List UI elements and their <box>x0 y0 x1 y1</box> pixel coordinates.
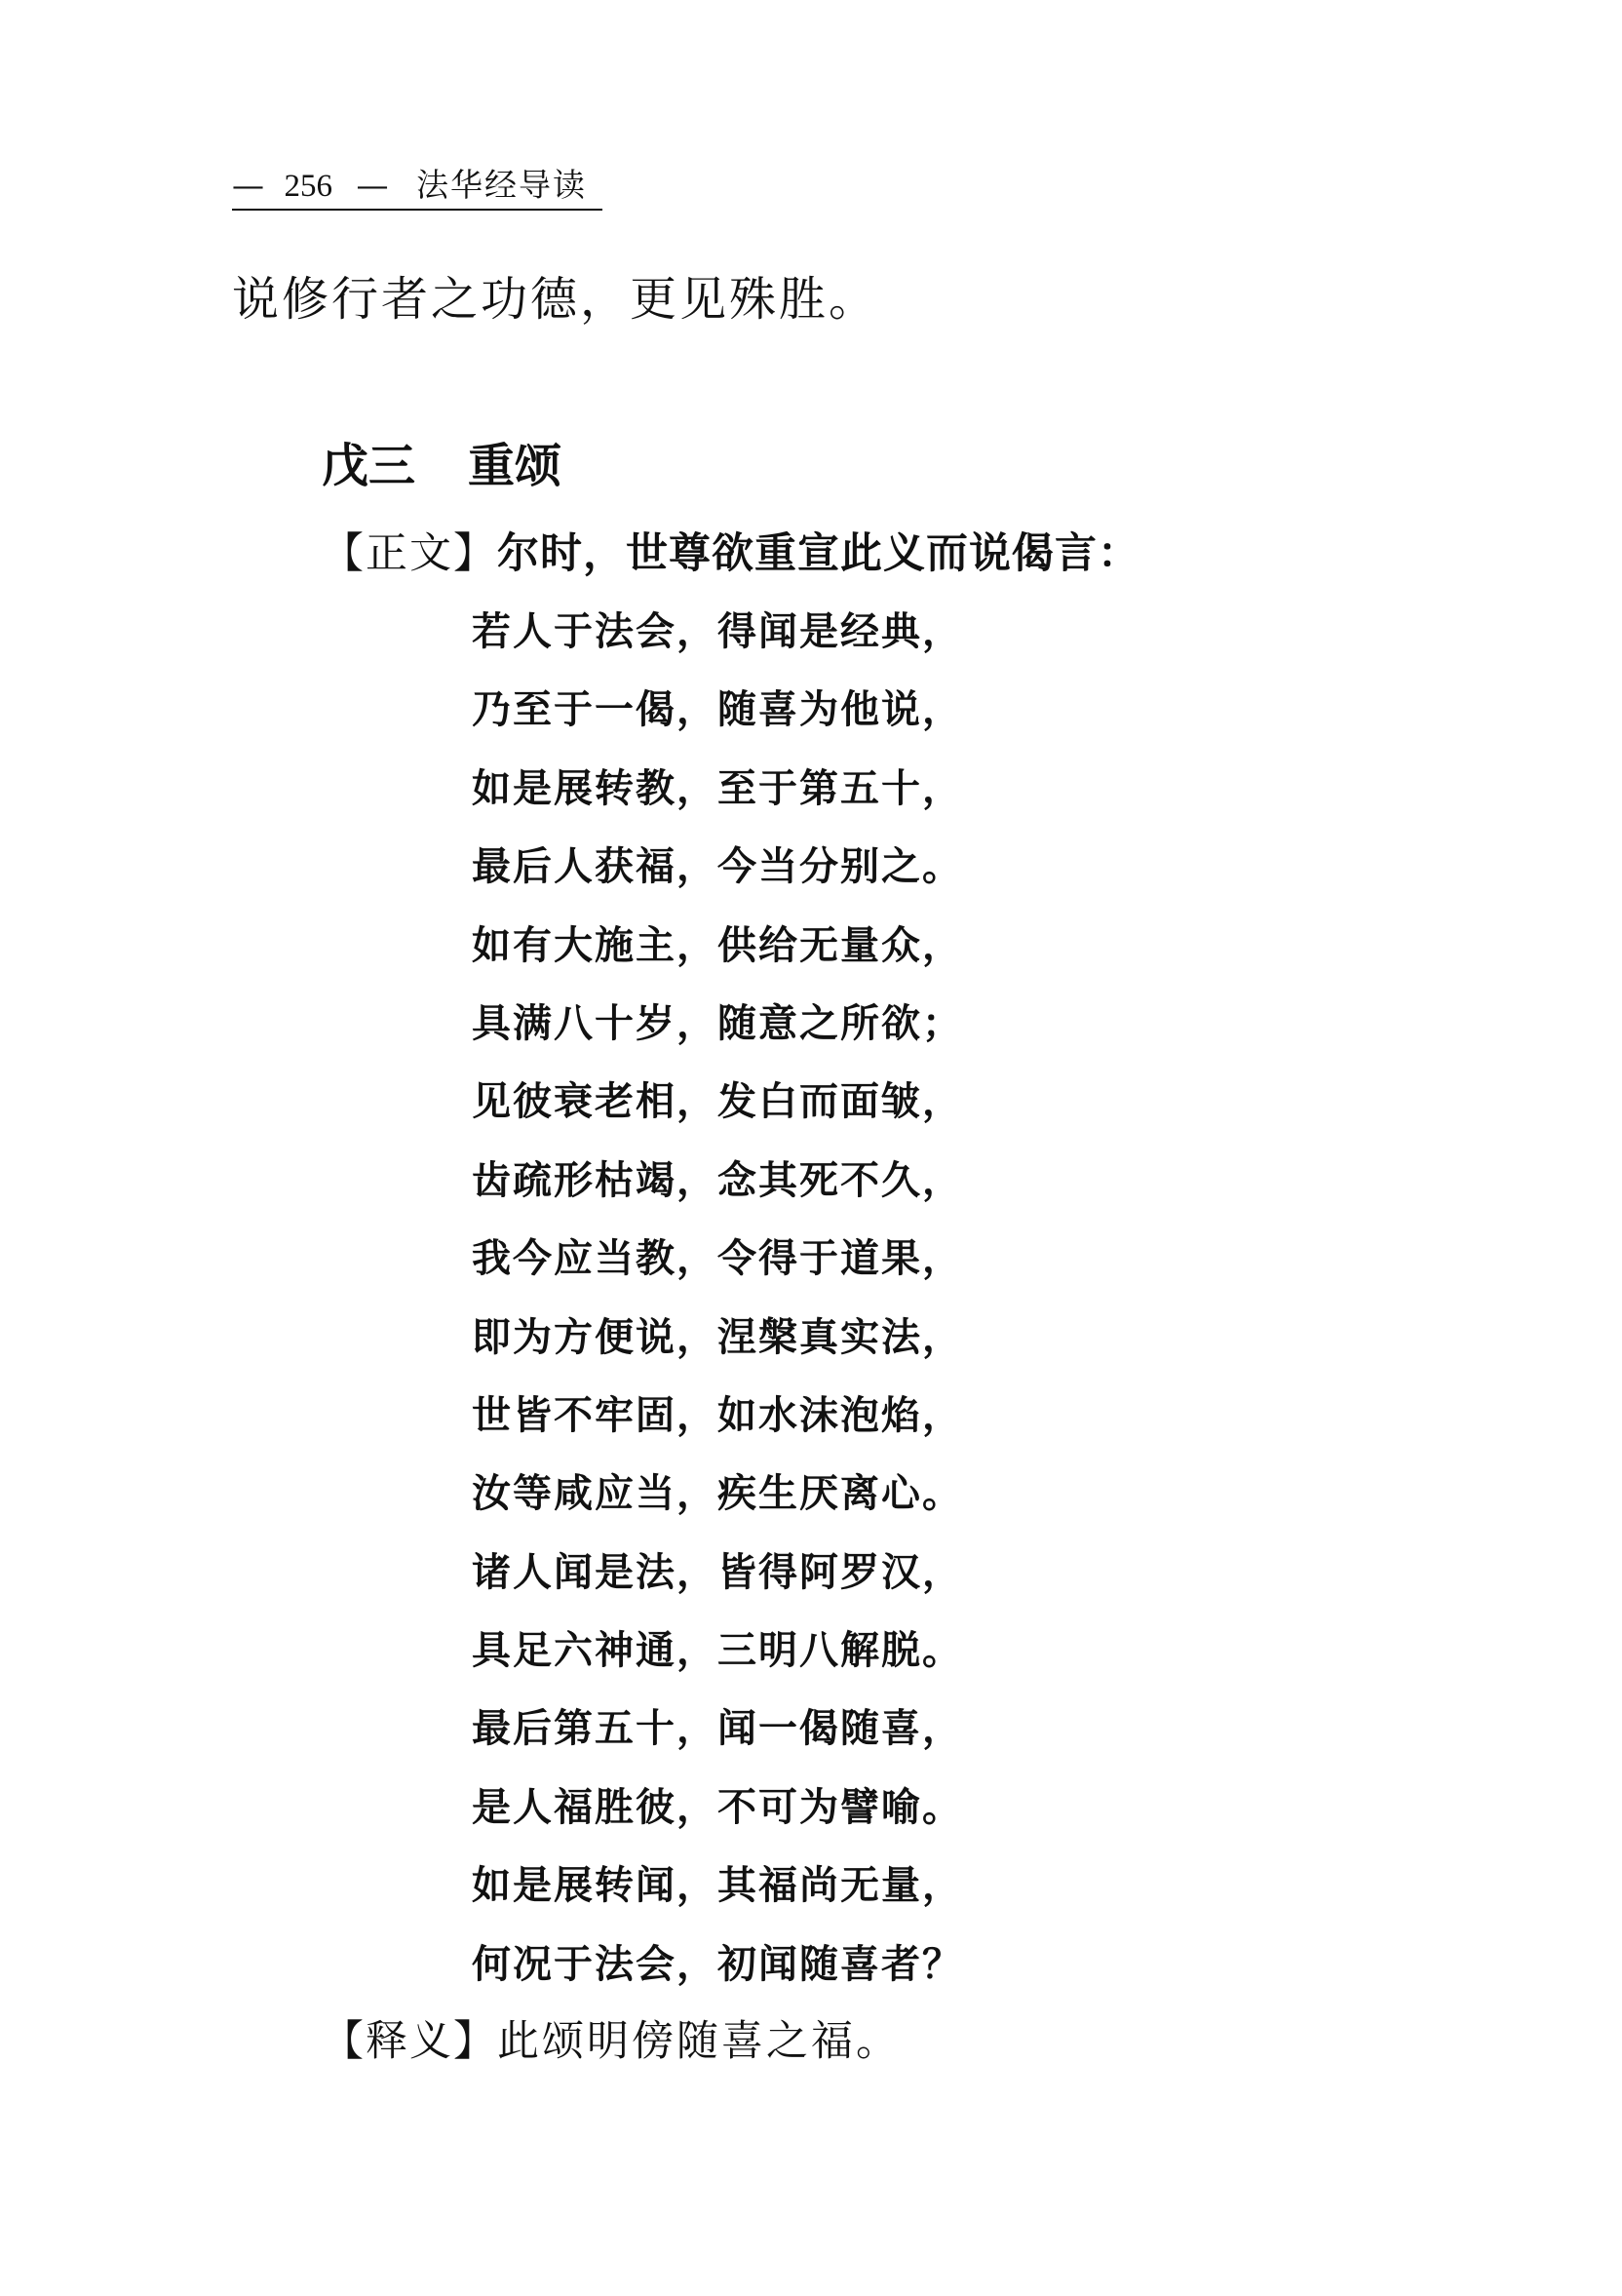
main-text-intro <box>322 526 1140 581</box>
section-title: 重颂 <box>468 439 562 493</box>
main-text-intro-text: 尔时，世尊欲重宣此义而说偈言： <box>497 529 1140 578</box>
verse-line: 若人于法会，得闻是经典， <box>472 609 963 654</box>
page-number: 256 <box>284 169 332 204</box>
verse-line: 如是展转教，至于第五十， <box>472 765 963 811</box>
verse-line: 世皆不牢固，如水沫泡焰， <box>472 1392 963 1438</box>
verse-line: 如是展转闻，其福尚无量， <box>472 1863 963 1909</box>
running-header <box>232 164 602 211</box>
verse-line: 齿疏形枯竭，念其死不久， <box>472 1157 963 1203</box>
explanation-paragraph <box>322 2014 901 2069</box>
book-title: 法华经导读 <box>416 166 587 204</box>
verse-line: 见彼衰老相，发白而面皱， <box>472 1079 963 1125</box>
header-mark: — <box>356 166 389 204</box>
explanation-tag: 【释义】 <box>322 2017 497 2066</box>
verse-line: 汝等咸应当，疾生厌离心。 <box>472 1471 963 1517</box>
verse-list <box>472 604 963 2015</box>
verse-line: 诸人闻是法，皆得阿罗汉， <box>472 1549 963 1595</box>
verse-line: 具足六神通，三明八解脱。 <box>472 1628 963 1674</box>
section-number: 戊三 <box>322 439 416 493</box>
verse-line: 具满八十岁，随意之所欲； <box>472 1000 963 1046</box>
verse-line: 乃至于一偈，随喜为他说， <box>472 687 963 733</box>
verse-line: 我今应当教，令得于道果， <box>472 1236 963 1282</box>
explanation-text: 此颂明傍随喜之福。 <box>497 2017 901 2066</box>
verse-line: 如有大施主，供给无量众， <box>472 922 963 968</box>
header-dash: — <box>232 166 264 204</box>
main-text-tag: 【正文】 <box>322 529 497 578</box>
continuation-paragraph: 说修行者之功德，更见殊胜。 <box>232 272 879 327</box>
section-heading <box>322 437 561 495</box>
verse-line: 即为方便说，涅槃真实法， <box>472 1314 963 1360</box>
verse-line: 何况于法会，初闻随喜者？ <box>472 1941 963 1987</box>
verse-line: 最后第五十，闻一偈随喜， <box>472 1706 963 1752</box>
verse-line: 最后人获福，今当分别之。 <box>472 844 963 890</box>
verse-line: 是人福胜彼，不可为譬喻。 <box>472 1784 963 1830</box>
